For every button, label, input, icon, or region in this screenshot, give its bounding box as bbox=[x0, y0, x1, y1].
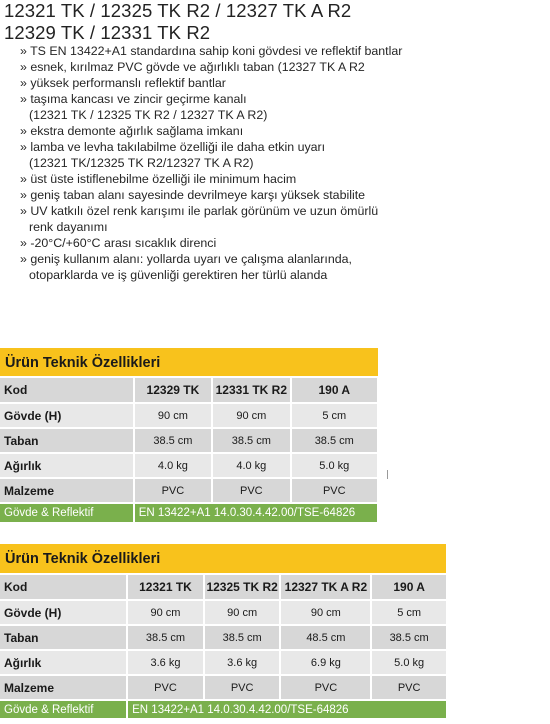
table-row bbox=[0, 676, 446, 699]
divider-tick bbox=[387, 470, 388, 479]
feature-item: » -20°C/+60°C arası sıcaklık direnci bbox=[20, 236, 217, 250]
row-label-malzeme: Malzeme bbox=[0, 479, 133, 502]
table-cell: 38.5 cm bbox=[292, 429, 377, 452]
table-cell: 38.5 cm bbox=[135, 429, 211, 452]
feature-item: » geniş kullanım alanı: yollarda uyarı ve çalışma alanlarında, bbox=[20, 252, 352, 266]
table-row bbox=[0, 626, 446, 649]
feature-item: renk dayanımı bbox=[29, 220, 108, 234]
table-cell: PVC bbox=[292, 479, 377, 502]
feature-item: » yüksek performanslı reflektif bantlar bbox=[20, 76, 226, 90]
spec-table-2 bbox=[0, 573, 448, 720]
product-title-line-2: 12329 TK / 12331 TK R2 bbox=[4, 22, 211, 43]
table-cell: 5 cm bbox=[372, 601, 446, 624]
feature-item: » üst üste istiflenebilme özelliği ile minimum hacim bbox=[20, 172, 297, 186]
table-cell: 12327 TK A R2 bbox=[281, 575, 370, 599]
row-label-taban: Taban bbox=[0, 429, 133, 452]
table-cell: 5 cm bbox=[292, 404, 377, 427]
table-cell: PVC bbox=[281, 676, 370, 699]
table-row bbox=[0, 479, 377, 502]
standard-cell: EN 13422+A1 14.0.30.4.42.00/TSE-64826 bbox=[128, 701, 446, 718]
table-cell: 90 cm bbox=[205, 601, 280, 624]
table-row bbox=[0, 701, 446, 718]
row-label-govde: Gövde (H) bbox=[0, 404, 133, 427]
table-cell: 6.9 kg bbox=[281, 651, 370, 674]
spec-table-2-heading: Ürün Teknik Özellikleri bbox=[0, 544, 446, 573]
feature-list bbox=[20, 43, 540, 283]
table-cell: 5.0 kg bbox=[292, 454, 377, 477]
spec-table-1 bbox=[0, 376, 379, 524]
row-label-malzeme: Malzeme bbox=[0, 676, 126, 699]
row-label-govde-reflektif: Gövde & Reflektif bbox=[0, 504, 133, 522]
table-cell: 5.0 kg bbox=[372, 651, 446, 674]
table-row bbox=[0, 504, 377, 522]
table-cell: 38.5 cm bbox=[205, 626, 280, 649]
row-label-taban: Taban bbox=[0, 626, 126, 649]
table-cell: 4.0 kg bbox=[213, 454, 289, 477]
feature-item: » esnek, kırılmaz PVC gövde ve ağırlıklı taban (12327 TK A R2 bbox=[20, 60, 365, 74]
feature-item: » geniş taban alanı sayesinde devrilmeye karşı yüksek stabilite bbox=[20, 188, 366, 202]
table-cell: 38.5 cm bbox=[128, 626, 203, 649]
table-cell: 90 cm bbox=[128, 601, 203, 624]
table-cell: 3.6 kg bbox=[128, 651, 203, 674]
feature-item: » TS EN 13422+A1 standardına sahip koni gövdesi ve reflektif bantlar bbox=[20, 44, 403, 58]
table-cell: PVC bbox=[128, 676, 203, 699]
row-label-kod: Kod bbox=[0, 575, 126, 599]
table-cell: 90 cm bbox=[135, 404, 211, 427]
table-cell: 190 A bbox=[292, 378, 377, 402]
feature-item: » lamba ve levha takılabilme özelliği ile daha etkin uyarı bbox=[20, 140, 326, 154]
table-cell: PVC bbox=[205, 676, 280, 699]
table-cell: 48.5 cm bbox=[281, 626, 370, 649]
feature-item: » UV katkılı özel renk karışımı ile parlak görünüm ve uzun ömürlü bbox=[20, 204, 379, 218]
feature-item: otoparklarda ve iş güvenliği gerektiren her türlü alanda bbox=[29, 268, 328, 282]
title-block bbox=[4, 0, 351, 44]
table-cell: PVC bbox=[213, 479, 289, 502]
table-cell: 12325 TK R2 bbox=[205, 575, 280, 599]
table-cell: 190 A bbox=[372, 575, 446, 599]
table-cell: 3.6 kg bbox=[205, 651, 280, 674]
table-row bbox=[0, 651, 446, 674]
table-cell: 12321 TK bbox=[128, 575, 203, 599]
row-label-govde: Gövde (H) bbox=[0, 601, 126, 624]
table-row bbox=[0, 404, 377, 427]
table-cell: 4.0 kg bbox=[135, 454, 211, 477]
feature-item: » ekstra demonte ağırlık sağlama imkanı bbox=[20, 124, 244, 138]
table-cell: 12331 TK R2 bbox=[213, 378, 289, 402]
table-cell: PVC bbox=[135, 479, 211, 502]
table-cell: 38.5 cm bbox=[213, 429, 289, 452]
feature-item: » taşıma kancası ve zincir geçirme kanalı bbox=[20, 92, 247, 106]
row-label-kod: Kod bbox=[0, 378, 133, 402]
table-cell: 38.5 cm bbox=[372, 626, 446, 649]
table-cell: 90 cm bbox=[213, 404, 289, 427]
table-row bbox=[0, 378, 377, 402]
table-row bbox=[0, 429, 377, 452]
row-label-agirlik: Ağırlık bbox=[0, 651, 126, 674]
table-cell: 90 cm bbox=[281, 601, 370, 624]
feature-item: (12321 TK / 12325 TK R2 / 12327 TK A R2) bbox=[29, 108, 268, 122]
row-label-agirlik: Ağırlık bbox=[0, 454, 133, 477]
table-row bbox=[0, 454, 377, 477]
table-row bbox=[0, 601, 446, 624]
table-cell: PVC bbox=[372, 676, 446, 699]
standard-cell: EN 13422+A1 14.0.30.4.42.00/TSE-64826 bbox=[135, 504, 377, 522]
row-label-govde-reflektif: Gövde & Reflektif bbox=[0, 701, 126, 718]
product-title-line-1: 12321 TK / 12325 TK R2 / 12327 TK A R2 bbox=[4, 0, 352, 21]
feature-item: (12321 TK/12325 TK R2/12327 TK A R2) bbox=[29, 156, 254, 170]
spec-table-1-heading: Ürün Teknik Özellikleri bbox=[0, 348, 378, 376]
table-cell: 12329 TK bbox=[135, 378, 211, 402]
table-row bbox=[0, 575, 446, 599]
